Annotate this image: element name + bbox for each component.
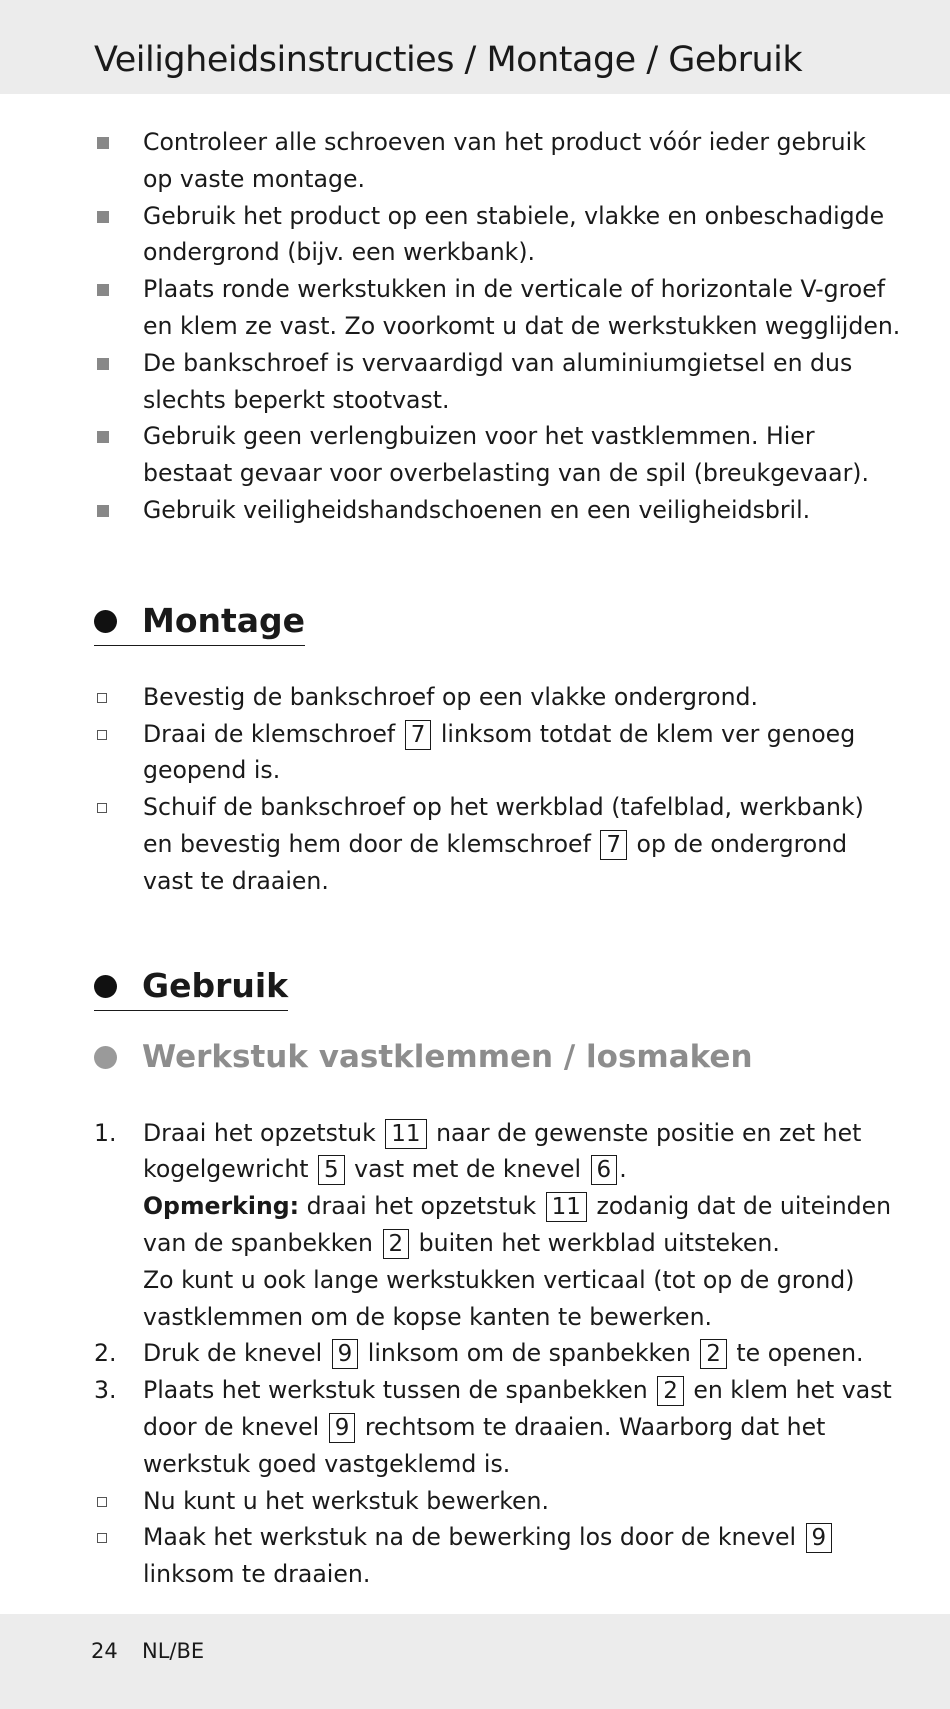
part-reference: 11: [546, 1192, 587, 1222]
section-heading-gebruik: Gebruik: [94, 964, 288, 1011]
checkbox-square-icon: [97, 803, 107, 813]
list-item: 3. Plaats het werkstuk tussen de spanbekken 2 en klem het vast door de knevel 9 rechtsom te draaien. Waarborg dat het werkstuk goed vastgeklemd is.: [94, 1372, 894, 1482]
list-item: Gebruik veiligheidshandschoenen en een veiligheidsbril.: [94, 492, 894, 529]
part-reference: 9: [332, 1339, 359, 1369]
part-reference: 2: [700, 1339, 727, 1369]
list-item: Bevestig de bankschroef op een vlakke ondergrond.: [94, 679, 894, 716]
list-item: Gebruik geen verlengbuizen voor het vastklemmen. Hier bestaat gevaar voor overbelasting van de spil (breukgevaar).: [94, 418, 894, 492]
checkbox-square-icon: [97, 1533, 107, 1543]
section-heading-montage: Montage: [94, 599, 305, 646]
part-reference: 2: [383, 1229, 410, 1259]
bullet-square-icon: [97, 358, 109, 370]
list-item: 2. Druk de knevel 9 linksom om de spanbekken 2 te openen.: [94, 1335, 894, 1372]
safety-list: [94, 124, 901, 529]
bullet-square-icon: [97, 137, 109, 149]
bullet-square-icon: [97, 505, 109, 517]
locale-label: NL/BE: [142, 1639, 205, 1663]
list-item: Schuif de bankschroef op het werkblad (tafelblad, werkbank) en bevestig hem door de klemschroef 7 op de ondergrond vast te draaien.: [94, 789, 894, 899]
page-number: 24: [91, 1639, 118, 1663]
part-reference: 7: [600, 830, 627, 860]
bullet-square-icon: [97, 284, 109, 296]
list-item: Plaats ronde werkstukken in de verticale of horizontale V-groef en klem ze vast. Zo voorkomt u dat de werkstukken wegglijden.: [94, 271, 894, 345]
gebruik-steps: [94, 1115, 894, 1593]
part-reference: 5: [318, 1155, 345, 1185]
bullet-dot-icon: [94, 1046, 117, 1069]
part-reference: 9: [329, 1413, 356, 1443]
list-item: Draai de klemschroef 7 linksom totdat de klem ver genoeg geopend is.: [94, 716, 894, 790]
list-item: Gebruik het product op een stabiele, vlakke en onbeschadigde ondergrond (bijv. een werkbank).: [94, 198, 894, 272]
page-title: Veiligheidsinstructies / Montage / Gebruik: [94, 40, 803, 80]
bullet-square-icon: [97, 211, 109, 223]
bullet-square-icon: [97, 431, 109, 443]
part-reference: 6: [591, 1155, 618, 1185]
checkbox-square-icon: [97, 730, 107, 740]
part-reference: 2: [657, 1376, 684, 1406]
bullet-dot-icon: [94, 975, 117, 998]
checkbox-square-icon: [97, 1497, 107, 1507]
part-reference: 9: [806, 1523, 833, 1553]
list-item: 1. Draai het opzetstuk 11 naar de gewenste positie en zet het kogelgewricht 5 vast met de knevel 6 . Opmerking: draai het opzetstuk 11 zodanig dat de uiteinden van de spanbekken 2 buiten het werkblad uitsteken. Zo kunt u ook lange werkstukken verticaal (tot op de grond) vastklemmen om de kopse kanten te bewerken.: [94, 1115, 894, 1336]
subsection-heading: Werkstuk vastklemmen / losmaken: [94, 1035, 753, 1079]
step-number: 1.: [94, 1118, 117, 1147]
bullet-dot-icon: [94, 610, 117, 633]
part-reference: 11: [385, 1119, 426, 1149]
step-number: 3.: [94, 1376, 117, 1405]
note-label: Opmerking:: [143, 1192, 300, 1221]
list-item: Maak het werkstuk na de bewerking los door de knevel 9 linksom te draaien.: [94, 1519, 894, 1593]
checkbox-square-icon: [97, 693, 107, 703]
list-item: Controleer alle schroeven van het product vóór ieder gebruik op vaste montage.: [94, 124, 894, 198]
list-item: Nu kunt u het werkstuk bewerken.: [94, 1483, 894, 1520]
page-content: [94, 124, 901, 1593]
montage-steps: [94, 679, 894, 900]
part-reference: 7: [405, 720, 432, 750]
step-number: 2.: [94, 1339, 117, 1368]
list-item: De bankschroef is vervaardigd van aluminiumgietsel en dus slechts beperkt stootvast.: [94, 345, 894, 419]
